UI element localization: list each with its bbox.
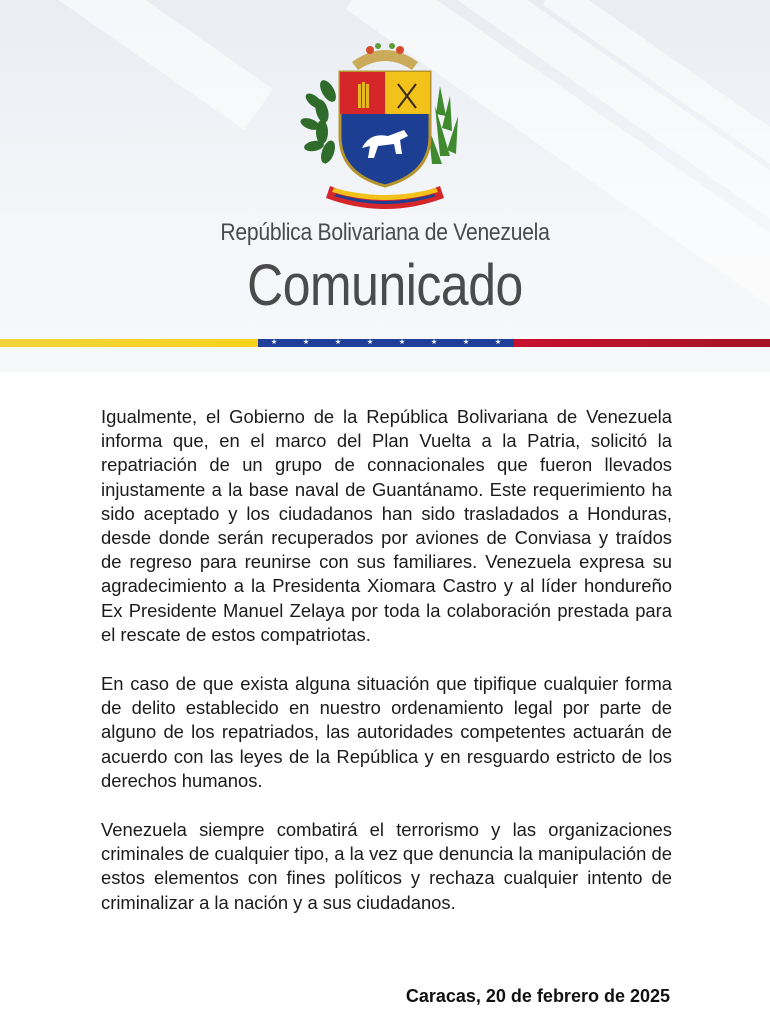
page-title: Comunicado: [247, 253, 523, 318]
paragraph-2: En caso de que exista alguna situación que tipifique cualquier forma de delito establecido en nuestro ordenamiento legal por parte de alguno de los repatriados, las autoridades competentes actuarán de acuerdo con las leyes de la República y en resguardo estricto de los derechos humanos.: [101, 673, 672, 791]
paragraph-1: Igualmente, el Gobierno de la República Bolivariana de Venezuela informa que, en el marco del Plan Vuelta a la Patria, solicitó la repatriación de un grupo de connacionales que fueron llevados injustamente a la base naval de Guantánamo. Este requerimiento ha sido aceptado y los ciudadanos han sido trasladados a Honduras, desde donde serán recuperados por aviones de Conviasa y traídos de regreso para reunirse con sus familiares. Venezuela expresa su agradecimiento a la Presidenta Xiomara Castro y al líder hondureño Ex Presidente Manuel Zelaya por toda la colaboración prestada para el rescate de estos compatriotas.: [101, 406, 672, 645]
star-icon: ★: [302, 339, 310, 346]
star-icon: ★: [462, 339, 470, 346]
flag-stripe-red: [514, 339, 770, 347]
paragraph-3: Venezuela siempre combatirá el terrorismo y las organizaciones criminales de cualquier tipo, a la vez que denuncia la manipulación de estos elementos con fines políticos y rechaza cualquier intento de criminalizar a la nación y a sus ciudadanos.: [101, 819, 672, 913]
star-icon: ★: [334, 339, 342, 346]
star-icon: ★: [366, 339, 374, 346]
flag-stripe-blue: [258, 339, 514, 347]
flag-stripe-yellow: [0, 339, 258, 347]
header: [0, 0, 770, 372]
star-icon: ★: [270, 339, 278, 346]
star-icon: ★: [398, 339, 406, 346]
communique-body: [101, 405, 672, 940]
republic-heading: República Bolivariana de Venezuela: [220, 219, 550, 246]
star-icon: ★: [430, 339, 438, 346]
star-icon: ★: [494, 339, 502, 346]
coat-of-arms-icon: [300, 36, 470, 211]
place-date-signature: Caracas, 20 de febrero de 2025: [405, 986, 670, 1006]
